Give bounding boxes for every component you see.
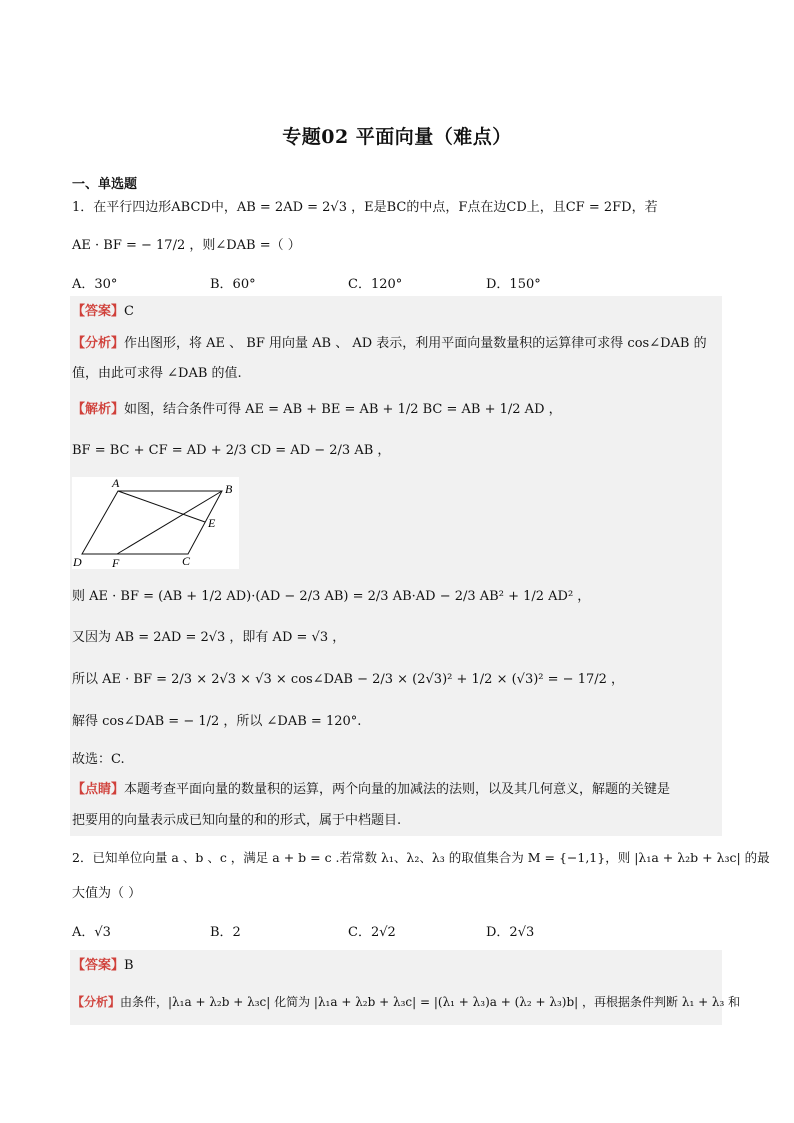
solution-tag: 【解析】: [72, 402, 125, 417]
q1-answer: [72, 302, 134, 322]
analysis-text-1: 作出图形，将 AE 、 BF 用向量 AB 、 AD 表示，利用平面向量数量积的运算律可求得 cos∠DAB 的: [124, 336, 707, 351]
q2-solution-box: [70, 950, 722, 1025]
label-b: B: [225, 482, 233, 496]
label-e: E: [208, 516, 216, 530]
answer-tag: 【答案】: [72, 304, 125, 319]
q1-option-a: A．30°: [72, 277, 118, 292]
segment-ae: [118, 491, 205, 522]
q1-solution-line3: 则 AE · BF = (AB + 1/2 AD)·(AD − 2/3 AB) = 2/3 AB·AD − 2/3 AB² + 1/2 AD² ，: [72, 589, 591, 604]
q1-solution-line5: 所以 AE · BF = 2/3 × 2√3 × √3 × cos∠DAB − 2/3 × (2√3)² + 1/2 × (√3)² = − 17/2 ，: [72, 672, 625, 687]
q1-comment-line2: 把要用的向量表示成已知向量的和的形式，属于中档题目.: [72, 813, 402, 828]
q2-option-c: C．2√2: [348, 925, 396, 940]
q1-solution-line2: BF = BC + CF = AD + 2/3 CD = AD − 2/3 AB ，: [72, 443, 391, 458]
q1-solution-line6: 解得 cos∠DAB = − 1/2 ，所以 ∠DAB = 120°.: [72, 714, 362, 729]
q2-answer: [72, 956, 134, 976]
label-f: F: [112, 556, 120, 569]
q1-analysis-line1: [72, 334, 707, 354]
q1-option-b: B．60°: [210, 277, 256, 292]
q2-option-a: A．√3: [72, 925, 111, 940]
q2-stem-line1: 2．已知单位向量 a 、b 、c ，满足 a + b = c .若常数 λ₁、λ₂、λ₃ 的取值集合为 M = {−1,1}，则 |λ₁a + λ₂b + λ₃c| 的最: [72, 850, 770, 865]
solution-text-1: 如图，结合条件可得 AE = AB + BE = AB + 1/2 BC = AB + 1/2 AD ，: [124, 402, 562, 417]
parallelogram-figure: [72, 477, 239, 569]
q1-stem-line1: 1．在平行四边形ABCD中，AB = 2AD = 2√3 ，E是BC的中点，F点在边CD上，且CF = 2FD，若: [72, 200, 658, 215]
parallelogram-svg: [72, 477, 239, 569]
answer-tag: 【答案】: [72, 958, 125, 973]
page-title: 专题02 平面向量（难点）: [282, 126, 512, 148]
segment-bf: [117, 491, 222, 554]
q2-analysis-line1: [72, 992, 740, 1012]
answer-value: B: [124, 958, 134, 973]
comment-tag: 【点睛】: [72, 782, 125, 797]
label-c: C: [182, 554, 191, 568]
label-a: A: [112, 477, 120, 490]
q2-option-b: B．2: [210, 925, 241, 940]
q1-solution-line1: [72, 400, 562, 420]
q1-comment-line1: [72, 780, 670, 800]
q2-option-d: D．2√3: [486, 925, 535, 940]
q1-stem-line2: AE · BF = − 17/2 ，则∠DAB =（ ）: [72, 238, 301, 253]
answer-value: C: [124, 304, 134, 319]
q1-option-c: C．120°: [348, 277, 403, 292]
q1-analysis-line2: 值，由此可求得 ∠DAB 的值.: [72, 366, 242, 381]
analysis-text-1: 由条件，|λ₁a + λ₂b + λ₃c| 化简为 |λ₁a + λ₂b + λ₃c| = |(λ₁ + λ₃)a + (λ₂ + λ₃)b| ，再根据条件判断 λ₁ + λ₃ 和: [120, 995, 741, 1009]
q1-solution-line7: 故选：C.: [72, 752, 125, 767]
analysis-tag: 【分析】: [72, 995, 121, 1009]
label-d: D: [73, 555, 82, 569]
q1-option-d: D．150°: [486, 277, 541, 292]
analysis-tag: 【分析】: [72, 336, 125, 351]
comment-text-1: 本题考查平面向量的数量积的运算，两个向量的加减法的法则，以及其几何意义，解题的关键是: [124, 782, 671, 797]
section-heading: 一、单选题: [72, 177, 138, 192]
q1-solution-line4: 又因为 AB = 2AD = 2√3 ，即有 AD = √3 ，: [72, 630, 346, 645]
q2-stem-line2: 大值为（ ）: [72, 886, 142, 901]
parallelogram-shape: [82, 491, 222, 554]
